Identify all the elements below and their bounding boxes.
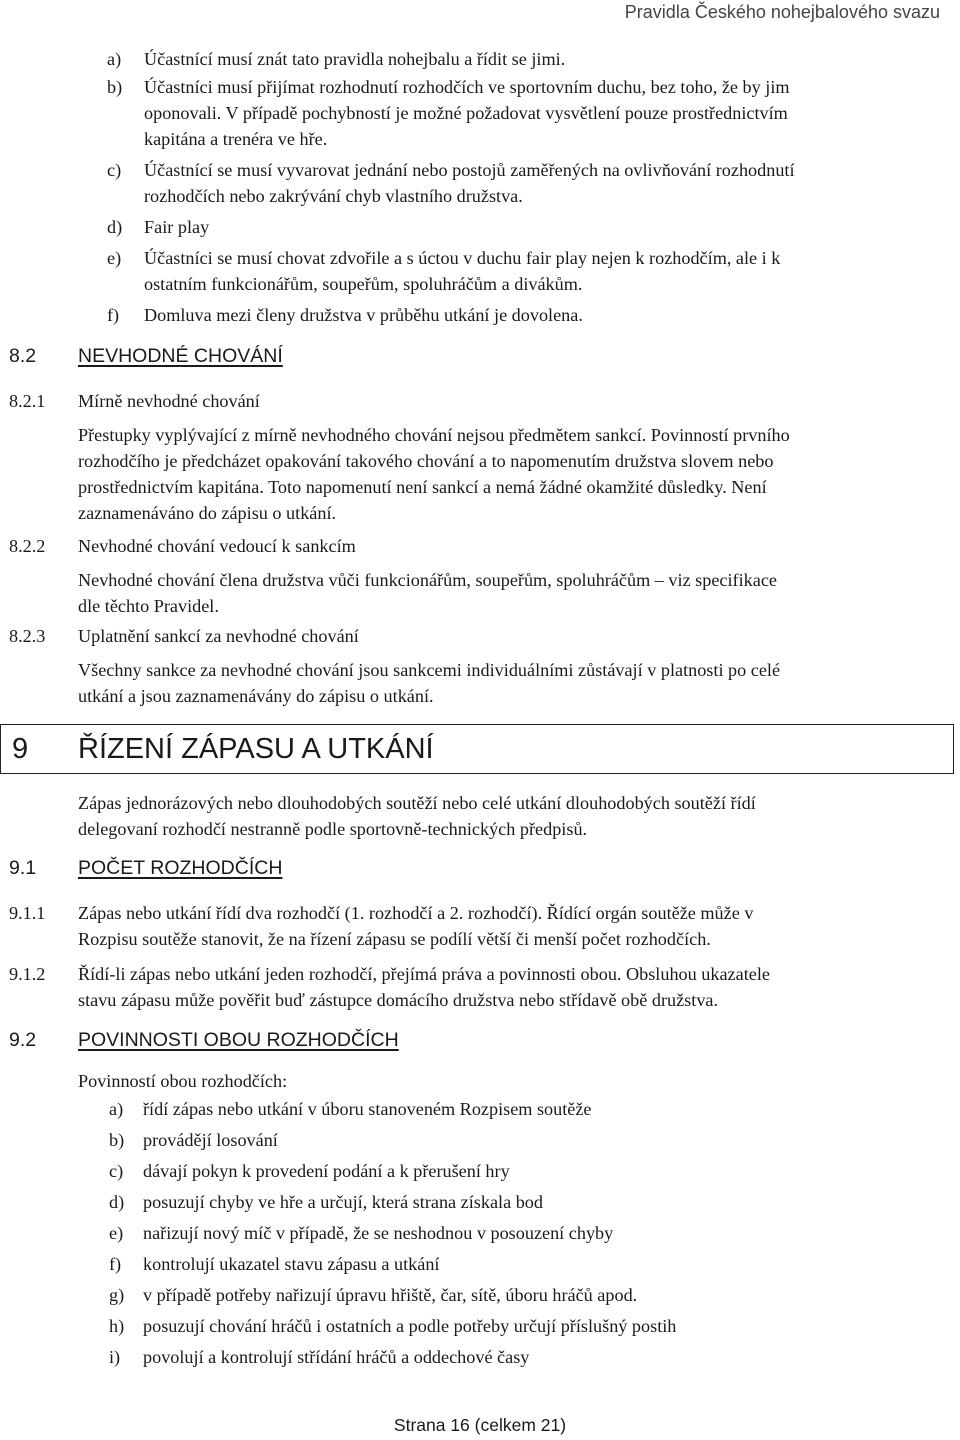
list-item-text: kontrolují ukazatel stavu zápasu a utkání (143, 1254, 440, 1274)
chapter-heading-box (0, 724, 954, 774)
list-item-text: Účastnící musí znát tato pravidla nohejbalu a řídit se jimi. (144, 49, 566, 69)
section-title: POČET ROZHODČÍCH (78, 857, 283, 879)
list-item (109, 1096, 909, 1127)
list-item-label: c) (109, 1161, 124, 1181)
list-item (109, 1282, 909, 1313)
list-item-label: a) (109, 1099, 124, 1119)
page-footer-number: Strana 16 (celkem 21) (393, 1415, 567, 1435)
subsection-number: 9.1.2 (9, 964, 46, 984)
list-item-text: povolují a kontrolují střídání hráčů a oddechové časy (143, 1347, 530, 1367)
subsection-title: Nevhodné chování vedoucí k sankcím (78, 536, 356, 556)
section-heading-9-1 (9, 857, 283, 880)
list-item-label: b) (109, 1130, 125, 1150)
subsection-number: 8.2.2 (9, 536, 46, 556)
list-item-text: Domluva mezi členy družstva v průběhu utkání je dovolena. (144, 305, 583, 325)
section-number: 9.2 (9, 1029, 37, 1051)
paragraph: Řídí-li zápas nebo utkání jeden rozhodčí, přejímá práva a povinnosti obou. Obsluhou ukazatele stavu zápasu může pověřit buď zástupce domácího družstva nebo střídavě obě družstva. (78, 964, 770, 1010)
paragraph: Nevhodné chování člena družstva vůči funkcionářům, soupeřům, spoluhráčům – viz specifikace dle těchto Pravidel. (78, 570, 777, 616)
list-item-text: provádějí losování (143, 1130, 278, 1150)
list-item (107, 302, 953, 328)
paragraph: Přestupky vyplývající z mírně nevhodného chování nejsou předmětem sankcí. Povinností prvního rozhodčího je předcházet opakování takového chování a to napomenutím družstva slovem nebo prostřednictvím kapitána. Toto napomenutí není sankcí a nemá žádné okamžité důsledky. Není zaznamenáváno do zápisu o utkání. (78, 425, 790, 523)
list-item-label: f) (109, 1254, 122, 1274)
section-number: 9.1 (9, 857, 37, 879)
list-item-text: posuzují chování hráčů i ostatních a podle potřeby určují příslušný postih (143, 1316, 677, 1336)
list-item-label: c) (107, 160, 122, 180)
list-item-text: posuzují chyby ve hře a určují, která strana získala bod (143, 1192, 543, 1212)
section-heading-8-2 (9, 345, 283, 368)
list-item-label: d) (109, 1192, 125, 1212)
list-item-label: f) (107, 305, 120, 325)
duties-list (109, 1096, 909, 1375)
list-item-text: Účastnící se musí vyvarovat jednání nebo postojů zaměřených na ovlivňování rozhodnutí rozhodčích nebo zakrývání chyb vlastního družstva. (144, 160, 795, 206)
section-title: POVINNOSTI OBOU ROZHODČÍCH (78, 1029, 399, 1051)
subsection-9-1-2 (9, 961, 953, 1013)
list-item-text: Fair play (144, 217, 210, 237)
subsection-number: 8.2.1 (9, 391, 46, 411)
list-item-label: e) (107, 248, 122, 268)
section-number: 8.2 (9, 345, 37, 367)
list-item (107, 74, 953, 152)
list-item (109, 1344, 909, 1375)
list-item-label: h) (109, 1316, 125, 1336)
paragraph: Všechny sankce za nevhodné chování jsou sankcemi individuálními zůstávají v platnosti po celé utkání a jsou zaznamenávány do zápisu o utkání. (78, 660, 781, 706)
chapter-9-intro: Zápas jednorázových nebo dlouhodobých soutěží nebo celé utkání dlouhodobých soutěží řídí delegovaní rozhodčí nestranně podle sportovně-technických předpisů. (78, 793, 756, 839)
list-item-label: e) (109, 1223, 124, 1243)
list-item (109, 1251, 909, 1282)
list-item (107, 214, 953, 240)
list-item-text: řídí zápas nebo utkání v úboru stanoveném Rozpisem soutěže (143, 1099, 592, 1119)
paragraph: Zápas nebo utkání řídí dva rozhodčí (1. rozhodčí a 2. rozhodčí). Řídící orgán soutěže může v Rozpisu soutěže stanovit, že na řízení zápasu se podílí větší či menší počet rozhodčích. (78, 903, 754, 949)
subsection-8-2-3 (9, 623, 953, 709)
subsection-9-1-1 (9, 900, 953, 952)
list-item-text: Účastníci se musí chovat zdvořile a s úctou v duchu fair play nejen k rozhodčím, ale i k ostatním funkcionářům, soupeřům, spoluhráčům a divákům. (144, 248, 781, 294)
list-item-label: i) (109, 1347, 121, 1367)
rules-list (107, 46, 953, 328)
list-item-text: nařizují nový míč v případě, že se neshodnou v posouzení chyby (143, 1223, 614, 1243)
list-item (107, 157, 953, 209)
subsection-8-2-2 (9, 533, 953, 619)
subsection-8-2-1 (9, 388, 953, 526)
list-item (109, 1220, 909, 1251)
subsection-number: 8.2.3 (9, 626, 46, 646)
chapter-number: 9 (12, 733, 29, 765)
section-heading-9-2 (9, 1029, 399, 1052)
section-title: NEVHODNÉ CHOVÁNÍ (78, 345, 283, 367)
list-item (107, 245, 953, 297)
list-item-label: b) (107, 77, 123, 97)
section-intro: Povinností obou rozhodčích: (78, 1071, 288, 1091)
subsection-number: 9.1.1 (9, 903, 46, 923)
subsection-title: Mírně nevhodné chování (78, 391, 260, 411)
list-item-text: Účastníci musí přijímat rozhodnutí rozhodčích ve sportovním duchu, bez toho, že by jim oponovali. V případě pochybností je možné požadovat vysvětlení pouze prostřednictvím kapitána a trenéra ve hře. (144, 77, 790, 149)
list-item-label: d) (107, 217, 123, 237)
list-item-text: dávají pokyn k provedení podání a k přerušení hry (143, 1161, 510, 1181)
list-item (109, 1158, 909, 1189)
list-item-text: v případě potřeby nařizují úpravu hřiště, čar, sítě, úboru hráčů apod. (143, 1285, 638, 1305)
page-header-title: Pravidla Českého nohejbalového svazu (624, 2, 940, 22)
list-item (109, 1189, 909, 1220)
list-item (107, 46, 953, 72)
list-item (109, 1127, 909, 1158)
list-item-label: a) (107, 49, 122, 69)
list-item (109, 1313, 909, 1344)
chapter-title: ŘÍZENÍ ZÁPASU A UTKÁNÍ (78, 733, 434, 765)
subsection-title: Uplatnění sankcí za nevhodné chování (78, 626, 359, 646)
list-item-label: g) (109, 1285, 125, 1305)
